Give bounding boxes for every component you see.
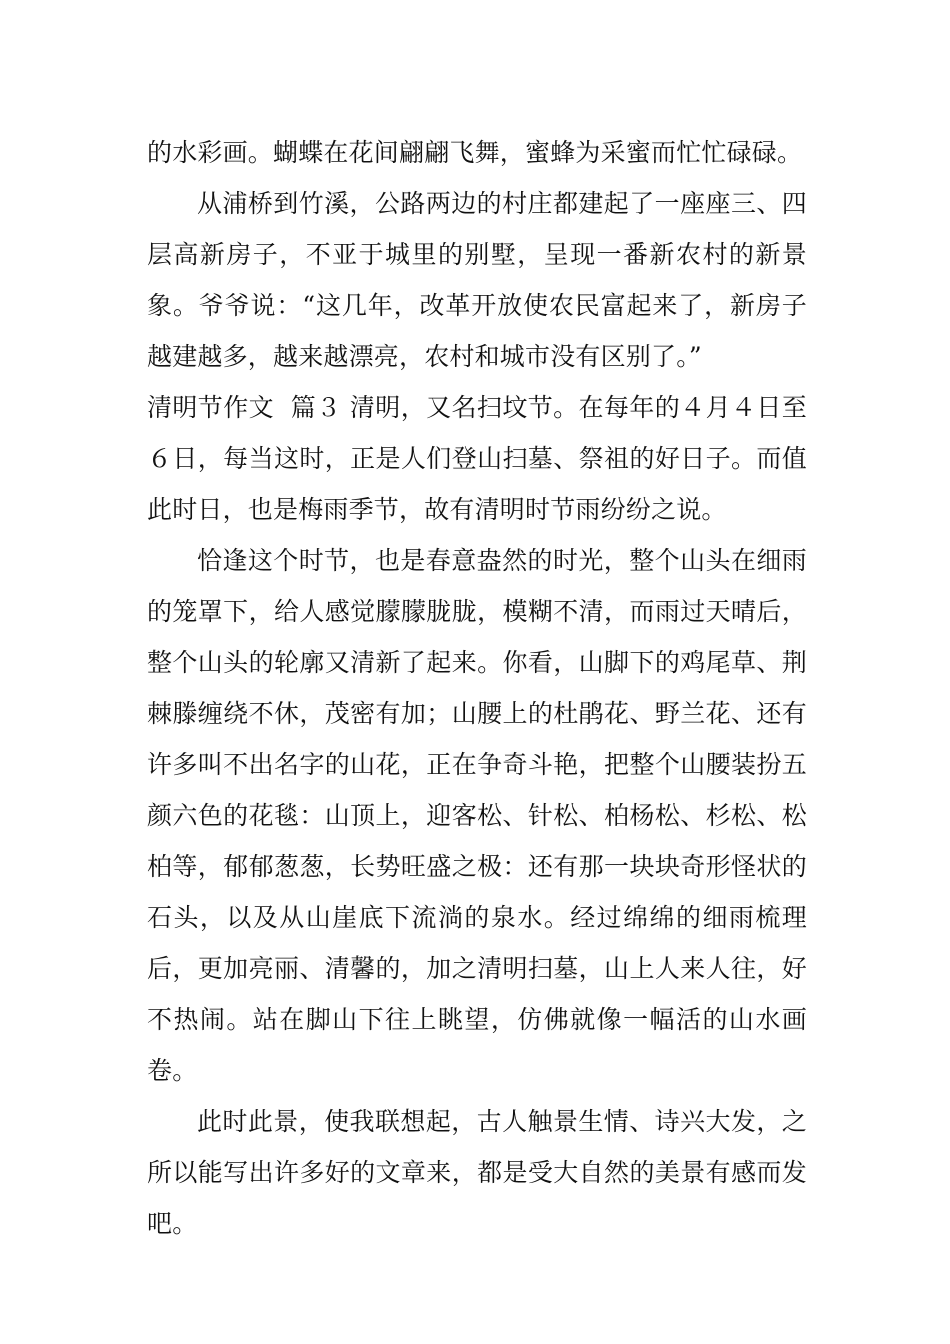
section-heading: 清明节作文 篇３ xyxy=(147,393,342,422)
paragraph-5: 此时此景，使我联想起，古人触景生情、诗兴大发，之所以能写出许多好的文章来，都是受大自然的美景有感而发吧。 xyxy=(147,1107,807,1238)
document-body xyxy=(147,127,807,1249)
paragraph-2: 从浦桥到竹溪，公路两边的村庄都建起了一座座三、四层高新房子，不亚于城里的别墅，呈现一番新农村的新景象。爷爷说：“这几年，改革开放使农民富起来了，新房子越建越多，越来越漂亮，农村和城市没有区别了。” xyxy=(147,189,807,371)
paragraph-1: 的水彩画。蝴蝶在花间翩翩飞舞，蜜蜂为采蜜而忙忙碌碌。 xyxy=(147,138,803,167)
paragraph-4: 恰逢这个时节，也是春意盎然的时光，整个山头在细雨的笼罩下，给人感觉朦朦胧胧，模糊不清，而雨过天晴后，整个山头的轮廓又清新了起来。你看，山脚下的鸡尾草、荆棘滕缠绕不休，茂密有加；山腰上的杜鹃花、野兰花、还有许多叫不出名字的山花，正在争奇斗艳，把整个山腰装扮五颜六色的花毯：山顶上，迎客松、针松、柏杨松、杉松、松柏等，郁郁葱葱，长势旺盛之极：还有那一块块奇形怪状的石头，以及从山崖底下流淌的泉水。经过绵绵的细雨梳理后，更加亮丽、清馨的，加之清明扫墓，山上人来人往，好不热闹。站在脚山下往上眺望，仿佛就像一幅活的山水画卷。 xyxy=(147,546,807,1085)
section-paragraph xyxy=(147,382,807,535)
section-lead-text: 清明，又名扫坟节。在每年的４月４日至６日，每当这时，正是人们登山扫墓、祭祖的好日子。而值此时日，也是梅雨季节，故有清明时节雨纷纷之说。 xyxy=(147,393,807,524)
